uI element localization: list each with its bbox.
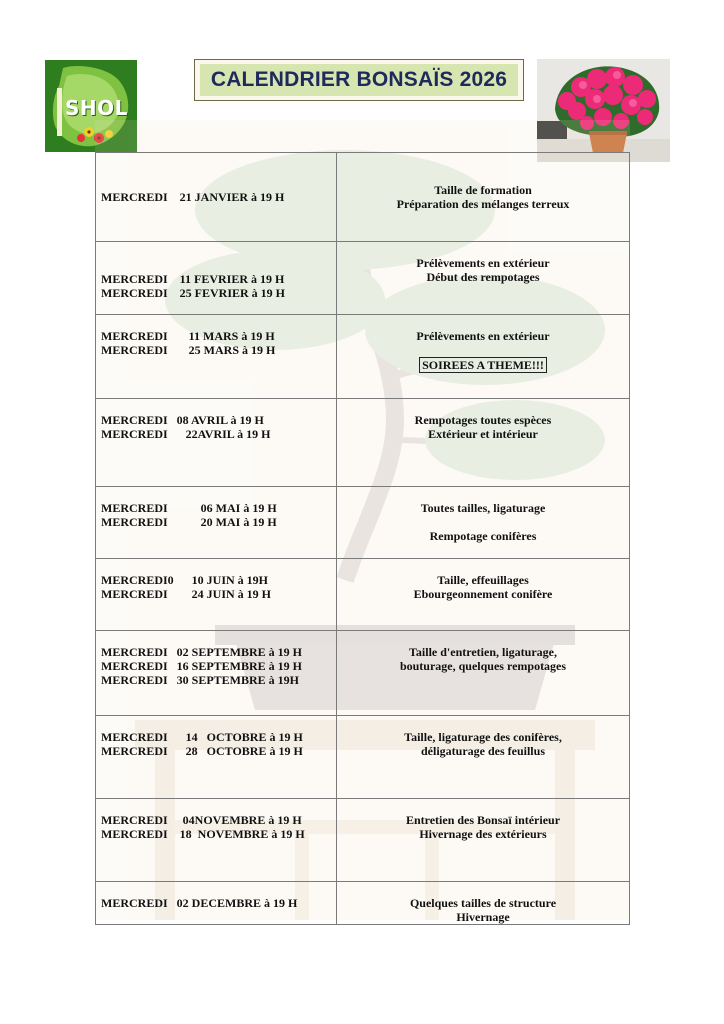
- activity-cell: [337, 631, 630, 716]
- table-row: [96, 487, 630, 559]
- activity-line: Taille de formation: [434, 183, 532, 197]
- activity-line: Prélèvements en extérieur: [416, 329, 550, 343]
- activity-line: Toutes tailles, ligaturage: [420, 501, 546, 515]
- table-row: [96, 799, 630, 882]
- table-row: [96, 716, 630, 799]
- date-line: MERCREDI 30 SEPTEMBRE à 19H: [101, 673, 300, 687]
- activity-cell: [337, 559, 630, 631]
- date-cell: [96, 399, 337, 487]
- theme-night-badge: SOIREES A THEME!!!: [419, 357, 547, 373]
- date-line: MERCREDI 24 JUIN à 19 H: [101, 587, 272, 601]
- activity-line: Prélèvements en extérieur: [416, 256, 550, 270]
- activity-cell: [337, 799, 630, 882]
- page-title: CALENDRIER BONSAÏS 2026: [200, 64, 518, 96]
- activity-line: Rempotages toutes espèces: [414, 413, 552, 427]
- activity-cell: [337, 487, 630, 559]
- date-cell: [96, 882, 337, 925]
- activity-line: Extérieur et intérieur: [428, 427, 538, 441]
- date-line: MERCREDI 02 DECEMBRE à 19 H: [101, 896, 298, 910]
- date-line: MERCREDI 08 AVRIL à 19 H: [101, 413, 264, 427]
- activity-line: Ebourgeonnement conifère: [413, 587, 553, 601]
- activity-cell: [337, 242, 630, 315]
- activity-line: déligaturage des feuillus: [420, 744, 545, 758]
- date-line: MERCREDI 06 MAI à 19 H: [101, 501, 277, 515]
- date-line: MERCREDI 18 NOVEMBRE à 19 H: [101, 827, 305, 841]
- activity-line: Hivernage des extérieurs: [419, 827, 547, 841]
- date-cell: [96, 242, 337, 315]
- date-cell: [96, 716, 337, 799]
- date-line: MERCREDI 14 OCTOBRE à 19 H: [101, 730, 303, 744]
- activity-line: Hivernage: [456, 910, 510, 924]
- date-cell: [96, 631, 337, 716]
- date-line: MERCREDI 25 MARS à 19 H: [101, 343, 276, 357]
- date-line: MERCREDI 16 SEPTEMBRE à 19 H: [101, 659, 303, 673]
- activity-line: Préparation des mélanges terreux: [396, 197, 570, 211]
- date-line: MERCREDI 28 OCTOBRE à 19 H: [101, 744, 303, 758]
- table-row: [96, 399, 630, 487]
- activity-line: Taille d'entretien, ligaturage,: [409, 645, 557, 659]
- date-line: MERCREDI0 10 JUIN à 19H: [101, 573, 269, 587]
- date-line: MERCREDI 25 FEVRIER à 19 H: [101, 286, 286, 300]
- table-row: [96, 631, 630, 716]
- table-row: [96, 315, 630, 399]
- activity-cell: [337, 399, 630, 487]
- table-row: [96, 242, 630, 315]
- activity-line: bouturage, quelques rempotages: [399, 659, 567, 673]
- date-cell: [96, 153, 337, 242]
- activity-line: Début des rempotages: [426, 270, 540, 284]
- activity-line: Quelques tailles de structure: [409, 896, 557, 910]
- date-cell: [96, 487, 337, 559]
- activity-cell: [337, 153, 630, 242]
- date-line: MERCREDI 04NOVEMBRE à 19 H: [101, 813, 302, 827]
- table-row: [96, 559, 630, 631]
- table-row: [96, 153, 630, 242]
- title-box: [194, 59, 524, 101]
- table-row: [96, 882, 630, 925]
- date-cell: [96, 315, 337, 399]
- activity-line: Rempotage conifères: [429, 529, 537, 543]
- activity-cell: [337, 882, 630, 925]
- activity-line: Taille, effeuillages: [437, 573, 529, 587]
- date-line: MERCREDI 22AVRIL à 19 H: [101, 427, 271, 441]
- activity-line: Entretien des Bonsaï intérieur: [405, 813, 561, 827]
- activity-cell: [337, 315, 630, 399]
- activity-line: Taille, ligaturage des conifères,: [404, 730, 562, 744]
- activity-cell: [337, 716, 630, 799]
- date-line: MERCREDI 02 SEPTEMBRE à 19 H: [101, 645, 303, 659]
- date-line: MERCREDI 11 MARS à 19 H: [101, 329, 275, 343]
- logo-text: SHOL: [65, 96, 128, 120]
- date-line: MERCREDI 21 JANVIER à 19 H: [101, 190, 285, 204]
- date-cell: [96, 799, 337, 882]
- date-line: MERCREDI 20 MAI à 19 H: [101, 515, 277, 529]
- calendar-table: [95, 152, 630, 925]
- date-line: MERCREDI 11 FEVRIER à 19 H: [101, 272, 285, 286]
- date-cell: [96, 559, 337, 631]
